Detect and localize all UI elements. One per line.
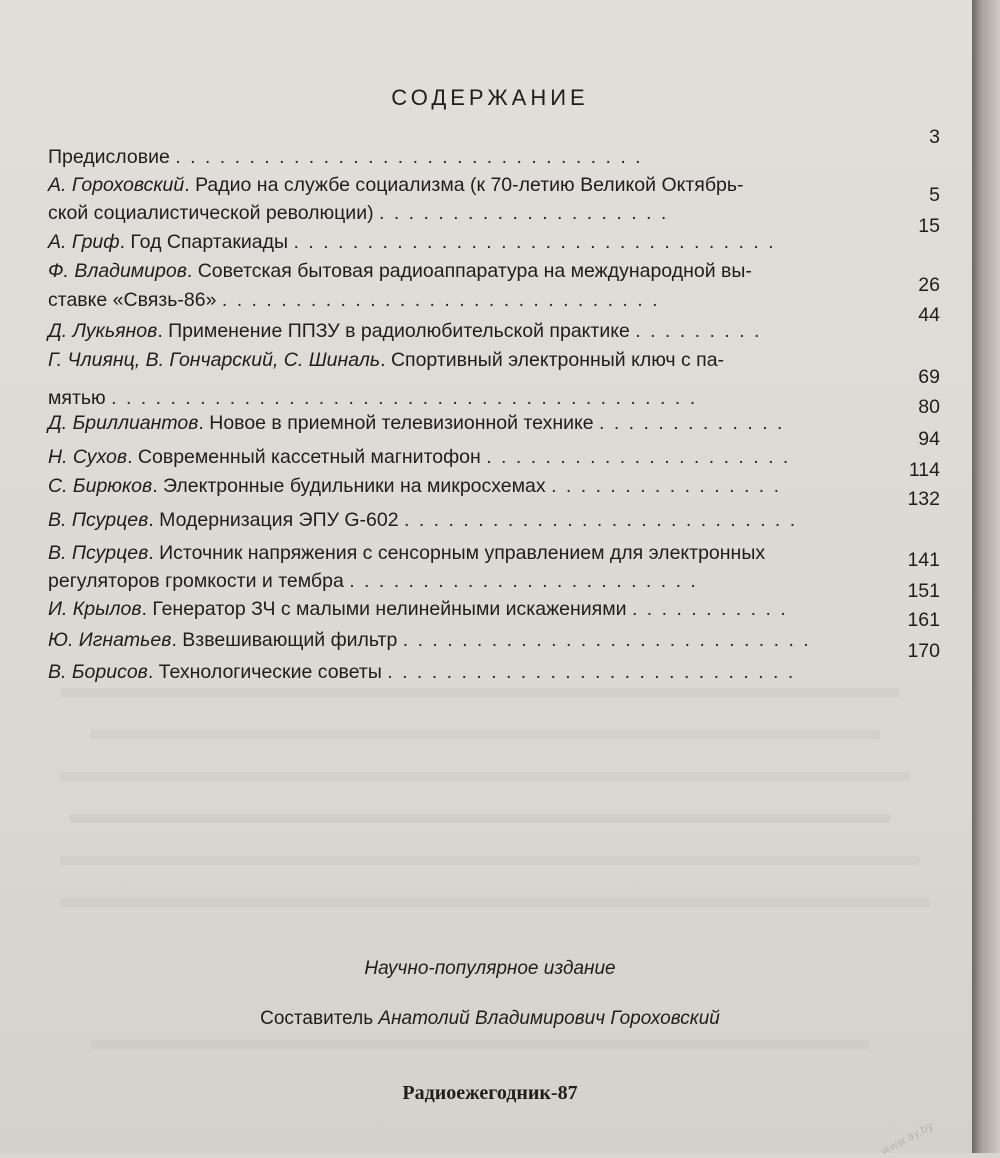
page-number: 170: [907, 640, 940, 662]
entry-line: [48, 566, 698, 596]
compiler-label: Составитель: [260, 1008, 374, 1029]
entry-title: . Применение ППЗУ в радиолюбительской практике: [157, 320, 630, 342]
leader-dots: . . . . . . . . . . .: [631, 598, 788, 620]
page-number: 44: [918, 304, 940, 326]
entry-line: [48, 538, 765, 568]
show-through-line: [90, 1040, 870, 1049]
entry-line: [48, 198, 668, 228]
leader-dots: . . . . . . . . . . . . . . . . . . . . . . . . . . . . . . . .: [175, 146, 643, 168]
entry-author: Д. Бриллиантов: [48, 412, 199, 434]
leader-dots: . . . . . . . . . . . . . . . . . . . . . . . . . . .: [404, 509, 798, 531]
entry-author: И. Крылов: [48, 598, 142, 620]
leader-dots: . . . . . . . . . . . . . . . .: [551, 475, 782, 497]
page-number: 80: [918, 396, 940, 418]
entry-title-cont: ставке «Связь-86»: [48, 289, 217, 311]
leader-dots: . . . . . . . . . . . . .: [599, 412, 785, 434]
page-number: 69: [918, 366, 940, 388]
page-number: 5: [929, 184, 940, 206]
entry-line: [48, 316, 761, 346]
entry-author: Ю. Игнатьев: [48, 629, 172, 651]
entry-line: [48, 227, 776, 257]
leader-dots: . . . . . . . . . . . . . . . . . . . . . . . . . . . . . . . . .: [293, 231, 776, 253]
page-number: 141: [907, 549, 940, 571]
entry-line: [48, 594, 788, 624]
show-through-line: [60, 856, 920, 865]
entry-author: С. Бирюков: [48, 475, 153, 497]
entry-title-cont: регуляторов громкости и тембра: [48, 570, 344, 592]
entry-title: . Технологические советы: [147, 661, 382, 683]
show-through-line: [90, 730, 880, 739]
entry-title: . Современный кассетный магнитофон: [127, 446, 481, 468]
page-number: 132: [907, 488, 940, 510]
compiler-name: Анатолий Владимирович Гороховский: [378, 1008, 720, 1029]
watermark: www.ay.by: [878, 1119, 936, 1158]
entry-line: [48, 442, 790, 472]
book-spine-shadow: [972, 0, 1000, 1153]
show-through-line: [60, 772, 910, 781]
entry-author: В. Борисов: [48, 661, 148, 683]
book-title: Радиоежегодник-87: [402, 1082, 578, 1104]
entry-author: Г. Члиянц, В. Гончарский, С. Шиналь: [48, 349, 381, 371]
page-number: 15: [918, 215, 940, 237]
entry-line: [48, 471, 781, 501]
leader-dots: . . . . . . . . . . . . . . . . . . . .: [379, 202, 669, 224]
entry-title: . Новое в приемной телевизионной технике: [198, 412, 594, 434]
entry-author: А. Гороховский: [48, 174, 185, 196]
entry-line: [48, 657, 795, 687]
entry-author: Н. Сухов: [48, 446, 128, 468]
entry-line: [48, 285, 660, 315]
show-through-line: [60, 688, 900, 697]
page-number: 151: [907, 580, 940, 602]
leader-dots: . . . . . . . . . . . . . . . . . . . . . . . .: [349, 570, 698, 592]
entry-title: Предисловие: [48, 146, 170, 168]
entry-title: . Модернизация ЭПУ G-602: [148, 509, 399, 531]
leader-dots: . . . . . . . . . . . . . . . . . . . . . . . . . . . . . .: [221, 289, 660, 311]
page-number: 94: [918, 428, 940, 450]
entry-line: [48, 408, 784, 438]
contents-heading: СОДЕРЖАНИЕ: [391, 84, 589, 110]
entry-title: . Год Спартакиады: [119, 231, 289, 253]
leader-dots: . . . . . . . . . . . . . . . . . . . . . . . . . . . .: [387, 661, 796, 683]
entry-author: В. Псурцев: [48, 542, 149, 564]
entry-title: . Советская бытовая радиоаппаратура на международной вы-: [186, 260, 752, 282]
entry-author: Д. Лукьянов: [48, 320, 158, 342]
entry-line: [48, 256, 752, 286]
entry-title: . Электронные будильники на микросхемах: [152, 475, 546, 497]
page-number: 114: [908, 459, 940, 481]
leader-dots: . . . . . . . . . . . . . . . . . . . . . . . . . . . . . . . . . . . . . . . .: [111, 387, 698, 409]
edition-type: Научно-популярное издание: [364, 958, 616, 979]
page-number: 161: [907, 609, 940, 631]
page-number: 26: [918, 274, 940, 296]
entry-title: . Взвешивающий фильтр: [171, 629, 398, 651]
entry-title: . Источник напряжения с сенсорным управлением для электронных: [148, 542, 766, 564]
show-through-line: [70, 814, 890, 823]
leader-dots: . . . . . . . . . . . . . . . . . . . . .: [486, 446, 791, 468]
leader-dots: . . . . . . . . . . . . . . . . . . . . . . . . . . . .: [402, 629, 811, 651]
entry-title: . Генератор ЗЧ с малыми нелинейными искажениями: [141, 598, 627, 620]
entry-title-cont: ской социалистической революции): [48, 202, 374, 224]
page-number: 3: [929, 126, 940, 148]
entry-line: [48, 142, 643, 172]
show-through-line: [60, 898, 930, 907]
entry-title: . Спортивный электронный ключ с па-: [380, 349, 725, 371]
entry-line: [48, 505, 797, 535]
entry-author: В. Псурцев: [48, 509, 149, 531]
entry-line: [48, 170, 744, 200]
entry-line: [48, 625, 811, 655]
compiler-line: [0, 1008, 980, 1030]
entry-author: А. Гриф: [48, 231, 120, 253]
entry-line: [48, 345, 724, 375]
entry-author: Ф. Владимиров: [48, 260, 187, 282]
entry-title-cont: мятью: [48, 387, 106, 409]
leader-dots: . . . . . . . . .: [635, 320, 762, 342]
entry-title: . Радио на службе социализма (к 70-летию Великой Октябрь-: [184, 174, 744, 196]
